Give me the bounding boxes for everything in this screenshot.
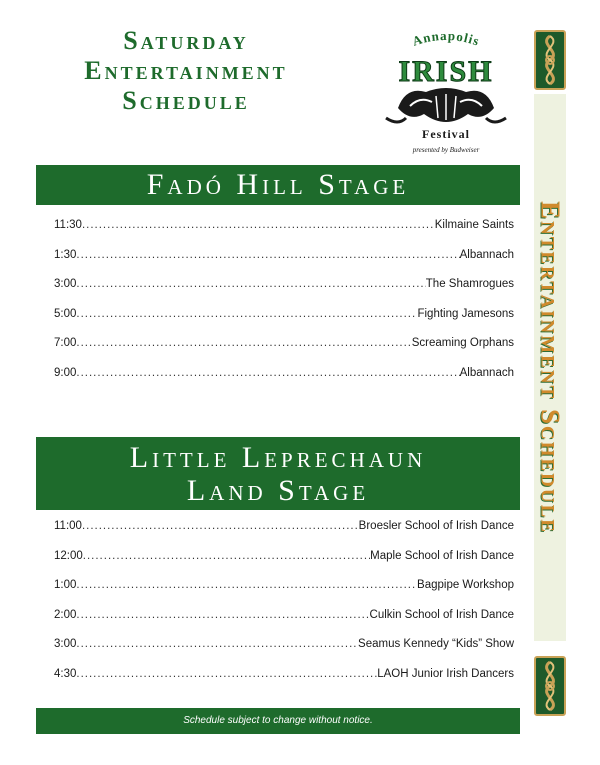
schedule-time: 5:00	[54, 307, 77, 320]
schedule-row	[54, 668, 514, 698]
schedule-act: Fighting Jamesons	[417, 307, 514, 320]
schedule-time: 4:30	[54, 667, 77, 680]
leader-dots	[76, 638, 358, 650]
harp-icon	[386, 88, 506, 122]
schedule-act: LAOH Junior Irish Dancers	[377, 667, 514, 680]
stage-title-line: Land Stage	[186, 474, 370, 507]
stage-title-line: Fadó Hill Stage	[146, 168, 410, 201]
schedule-row	[54, 308, 514, 338]
schedule-row	[54, 520, 514, 550]
schedule-act: Albannach	[459, 248, 514, 261]
stage-header-little-leprechaun	[36, 437, 520, 510]
leader-dots	[76, 337, 411, 349]
leader-dots	[76, 668, 377, 680]
schedule-time: 2:00	[54, 608, 77, 621]
title-line-2: Entertainment	[84, 56, 288, 85]
schedule-row	[54, 278, 514, 308]
logo-bottom-text: Festival	[422, 127, 470, 141]
schedule-time: 1:30	[54, 248, 77, 261]
schedule-time: 7:00	[54, 337, 77, 349]
celtic-knot-icon	[534, 30, 566, 90]
title-line-3: Schedule	[122, 86, 250, 115]
schedule-time: 1:00	[54, 579, 77, 591]
schedule-act: The Shamrogues	[425, 278, 514, 290]
schedule-row	[54, 367, 514, 397]
leader-dots	[82, 520, 359, 532]
schedule-act: Culkin School of Irish Dance	[369, 608, 514, 621]
schedule-row	[54, 337, 514, 367]
celtic-knot-icon	[534, 656, 566, 716]
page-title	[36, 26, 336, 116]
schedule-time: 3:00	[54, 638, 77, 650]
leader-dots	[82, 219, 435, 231]
leader-dots	[76, 579, 417, 591]
schedule-time: 11:30	[54, 219, 82, 231]
stage-schedule-little-leprechaun	[54, 520, 514, 697]
leader-dots	[76, 249, 459, 261]
schedule-time: 3:00	[54, 278, 77, 290]
leader-dots	[83, 550, 370, 562]
stage-title-line: Little Leprechaun	[129, 441, 427, 474]
schedule-act: Screaming Orphans	[411, 337, 514, 349]
schedule-row	[54, 609, 514, 639]
leader-dots	[76, 609, 369, 621]
schedule-act: Maple School of Irish Dance	[370, 549, 514, 562]
stage-schedule-fado-hill	[54, 219, 514, 396]
schedule-time: 9:00	[54, 366, 77, 379]
schedule-time: 11:00	[54, 520, 82, 532]
schedule-act: Broesler School of Irish Dance	[358, 520, 514, 532]
side-banner-text: Entertainment Schedule	[535, 201, 566, 534]
festival-logo	[376, 26, 516, 166]
title-line-1: Saturday	[123, 26, 249, 55]
logo-presenter-text: presented by Budweiser	[412, 146, 480, 154]
schedule-row	[54, 638, 514, 668]
stage-header-fado-hill	[36, 165, 520, 205]
leader-dots	[76, 308, 417, 320]
schedule-act: Seamus Kennedy “Kids” Show	[358, 638, 514, 650]
schedule-time: 12:00	[54, 549, 83, 562]
logo-top-text: Annapolis	[410, 27, 482, 49]
schedule-act: Kilmaine Saints	[434, 219, 514, 231]
logo-main-text: IRISH	[398, 55, 494, 88]
leader-dots	[76, 278, 425, 290]
schedule-row	[54, 550, 514, 580]
leader-dots	[76, 367, 459, 379]
schedule-row	[54, 249, 514, 279]
svg-text:Annapolis	[410, 28, 482, 49]
schedule-row	[54, 579, 514, 609]
schedule-act: Albannach	[459, 366, 514, 379]
schedule-act: Bagpipe Workshop	[417, 579, 514, 591]
schedule-disclaimer: Schedule subject to change without notice.	[36, 708, 520, 734]
schedule-row	[54, 219, 514, 249]
